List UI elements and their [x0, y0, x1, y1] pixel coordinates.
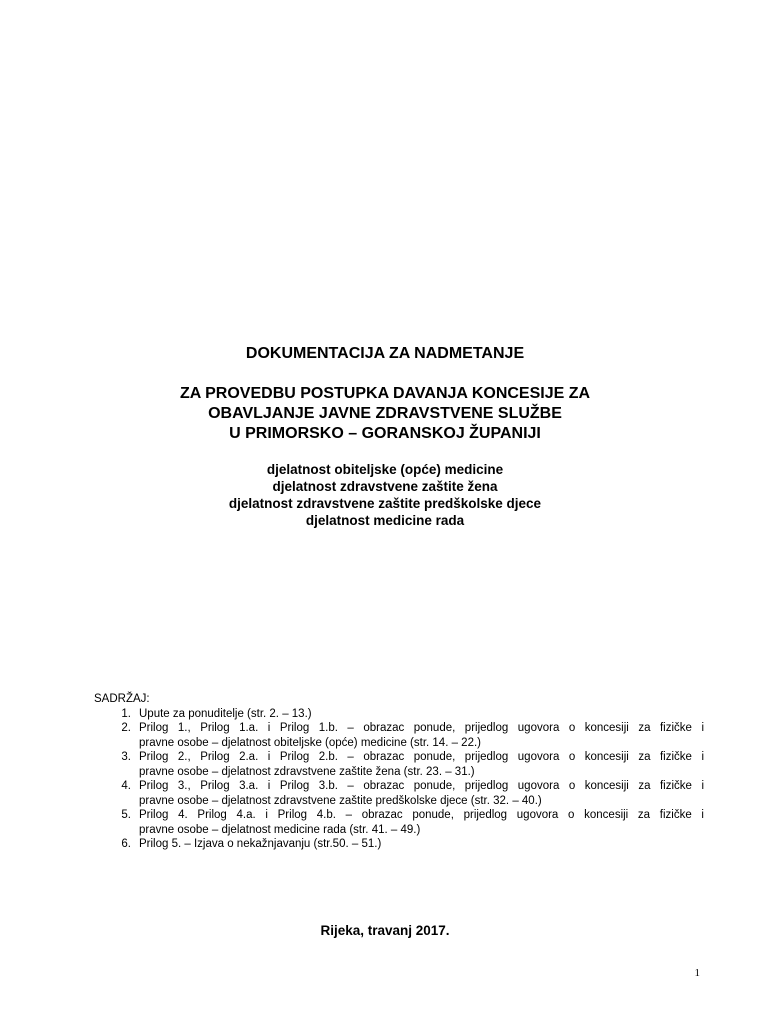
toc-item-text — [139, 808, 704, 837]
activities-list — [0, 461, 770, 529]
subtitle-line: OBAVLJANJE JAVNE ZDRAVSTVENE SLUŽBE — [208, 405, 562, 422]
page-number: 1 — [694, 967, 700, 979]
toc-item-text — [139, 837, 704, 852]
activity-item: djelatnost medicine rada — [305, 513, 465, 528]
subtitle-line: U PRIMORSKO – GORANSKOJ ŽUPANIJI — [229, 425, 541, 442]
toc-item-number: 1. — [121, 707, 131, 720]
activity-item: djelatnost zdravstvene zaštite predškolske djece — [228, 496, 542, 511]
activity-item: djelatnost obiteljske (opće) medicine — [266, 462, 504, 477]
toc-item-line: Prilog 5. – Izjava o nekažnjavanju (str.50. – 51.) — [139, 838, 382, 850]
toc-item-text — [139, 721, 704, 750]
toc-item-number: 5. — [121, 809, 131, 821]
toc-item-line: Prilog 4. Prilog 4.a. i Prilog 4.b. – obrazac ponude, prijedlog ugovora o koncesiji za fizičke i — [139, 809, 704, 821]
toc-item-number: 4. — [121, 780, 131, 792]
toc-item-line: pravne osobe – djelatnost zdravstvene zaštite žena (str. 23. – 31.) — [139, 765, 475, 778]
toc-item-number: 2. — [121, 722, 131, 734]
toc-item — [94, 808, 704, 837]
toc-item-line: Prilog 1., Prilog 1.a. i Prilog 1.b. – obrazac ponude, prijedlog ugovora o koncesiji za fizičke i — [139, 722, 704, 734]
toc-item-number: 3. — [121, 751, 131, 763]
toc-item-text — [139, 750, 704, 779]
table-of-contents — [94, 692, 704, 852]
toc-item — [94, 707, 704, 722]
toc-item-line: Prilog 2., Prilog 2.a. i Prilog 2.b. – obrazac ponude, prijedlog ugovora o koncesiji za fizičke i — [139, 751, 704, 763]
toc-heading: SADRŽAJ: — [94, 693, 150, 705]
toc-item-text — [139, 707, 704, 722]
subtitle-line: ZA PROVEDBU POSTUPKA DAVANJA KONCESIJE ZA — [179, 385, 591, 402]
place-and-date: Rijeka, travanj 2017. — [320, 923, 450, 938]
toc-item-line: pravne osobe – djelatnost zdravstvene zaštite predškolske djece (str. 32. – 40.) — [139, 794, 542, 807]
toc-item — [94, 721, 704, 750]
toc-item-line: pravne osobe – djelatnost obiteljske (opće) medicine (str. 14. – 22.) — [139, 736, 481, 749]
toc-item-line: pravne osobe – djelatnost medicine rada (str. 41. – 49.) — [139, 823, 421, 836]
toc-item-text — [139, 779, 704, 808]
toc-item — [94, 750, 704, 779]
document-title: DOKUMENTACIJA ZA NADMETANJE — [245, 345, 525, 362]
toc-item-line: Upute za ponuditelje (str. 2. – 13.) — [139, 707, 312, 720]
toc-item-number: 6. — [121, 838, 131, 850]
toc-list — [94, 707, 704, 852]
toc-item-line: Prilog 3., Prilog 3.a. i Prilog 3.b. – obrazac ponude, prijedlog ugovora o koncesiji za fizičke i — [139, 780, 704, 792]
document-subtitle — [0, 384, 770, 444]
toc-item — [94, 779, 704, 808]
activity-item: djelatnost zdravstvene zaštite žena — [272, 479, 498, 494]
toc-item — [94, 837, 704, 852]
